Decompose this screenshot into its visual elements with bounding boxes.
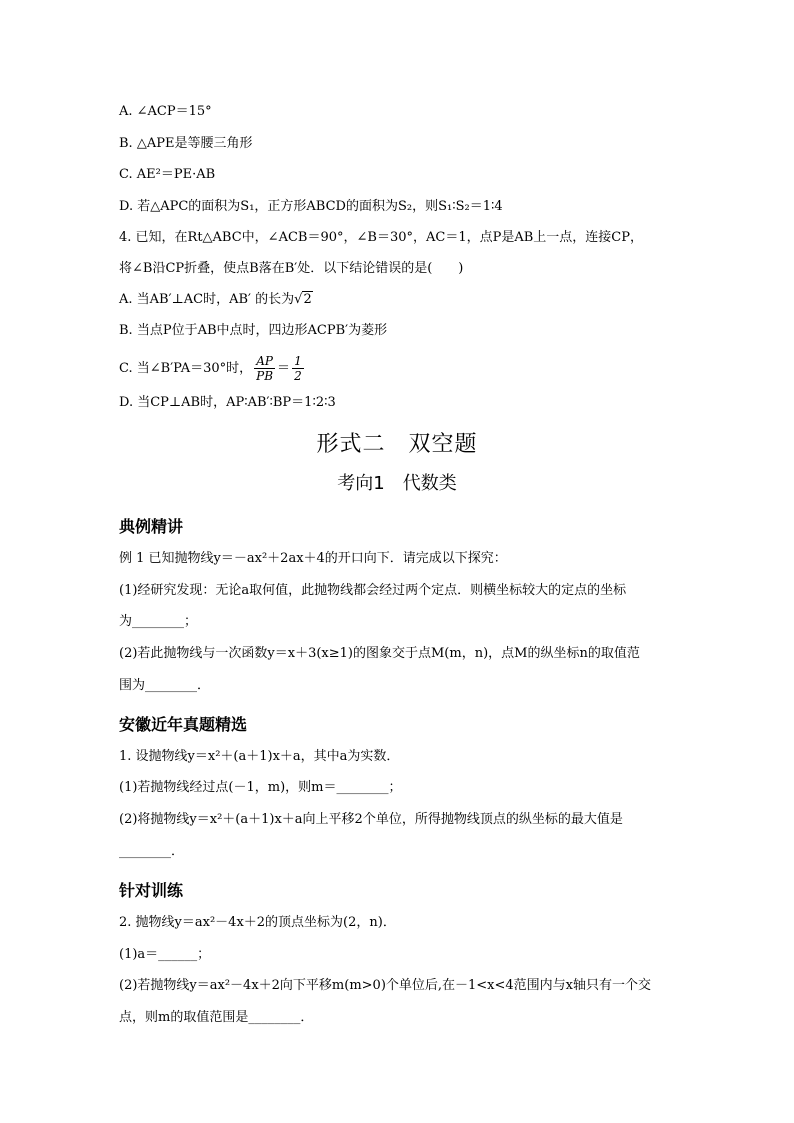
fraction-ap-pb (254, 354, 275, 383)
sqrt-symbol: √ (294, 292, 303, 307)
sqrt-expression (294, 291, 313, 309)
section-heading-training: 针对训练 (119, 881, 184, 900)
q4-option-a (119, 291, 313, 309)
example-line3: 为________； (119, 614, 198, 629)
fraction-numerator: 1 (294, 354, 302, 368)
example-line5: 围为________． (119, 678, 211, 693)
q4-option-a-text: A. 当AB′⊥AC时，AB′ 的长为 (119, 292, 295, 307)
q3-option-d: D. 若△APC的面积为S₁，正方形ABCD的面积为S₂，则S₁∶S₂＝1∶4 (119, 199, 503, 214)
training-line2: (1)a＝______； (119, 947, 211, 962)
fraction-numerator: AP (254, 354, 275, 369)
section-heading-anhui: 安徽近年真题精选 (119, 715, 248, 734)
training-line1: 2. 抛物线y＝ax²－4x＋2的顶点坐标为(2，n)． (119, 915, 396, 930)
direction-title: 考向1 代数类 (337, 473, 457, 494)
section-heading-example: 典例精讲 (119, 517, 184, 536)
example-line4: (2)若此抛物线与一次函数y＝x＋3(x≥1)的图象交于点M(m，n)，点M的纵坐标n的取值范 (119, 646, 640, 661)
q3-option-b: B. △APE是等腰三角形 (119, 136, 253, 151)
q4-option-c (119, 352, 306, 386)
anhui-line1: 1. 设抛物线y＝x²＋(a＋1)x＋a，其中a为实数． (119, 749, 400, 764)
q3-option-a: A. ∠ACP＝15° (119, 104, 212, 119)
fraction-denominator: PB (256, 369, 274, 383)
training-line3: (2)若抛物线y＝ax²－4x＋2向下平移m(m>0)个单位后,在－1<x<4范围内与x轴只有一个交 (119, 978, 652, 993)
q4-option-c-text: C. 当∠B′PA＝30°时， (119, 361, 253, 376)
q4-option-d: D. 当CP⊥AB时，AP∶AB′∶BP＝1∶2∶3 (119, 395, 336, 410)
example-line2: (1)经研究发现：无论a取何值，此抛物线都会经过两个定点．则横坐标较大的定点的坐标 (119, 583, 627, 598)
anhui-line4: ________． (119, 844, 185, 859)
q4-option-b: B. 当点P位于AB中点时，四边形ACPB′为菱形 (119, 323, 388, 338)
form-title: 形式二 双空题 (316, 432, 478, 457)
equals-sign: ＝ (277, 361, 291, 376)
anhui-line3: (2)将抛物线y＝x²＋(a＋1)x＋a向上平移2个单位，所得抛物线顶点的纵坐标的最大值是 (119, 812, 623, 827)
q4-stem-line2: 将∠B沿CP折叠，使点B落在B′处．以下结论错误的是( ) (119, 261, 464, 276)
sqrt-radicand: 2 (303, 292, 312, 307)
training-line4: 点，则m的取值范围是________． (119, 1010, 314, 1025)
fraction-denominator: 2 (294, 369, 302, 383)
fraction-one-half (292, 354, 304, 383)
q4-stem-line1: 4. 已知，在Rt△ABC中，∠ACB＝90°，∠B＝30°，AC＝1，点P是AB上一点，连接CP， (119, 230, 643, 245)
q3-option-c: C. AE²＝PE·AB (119, 167, 216, 182)
example-line1: 例 1 已知抛物线y＝－ax²＋2ax＋4的开口向下．请完成以下探究： (119, 551, 507, 566)
anhui-line2: (1)若抛物线经过点(－1，m)，则m＝________； (119, 780, 402, 795)
